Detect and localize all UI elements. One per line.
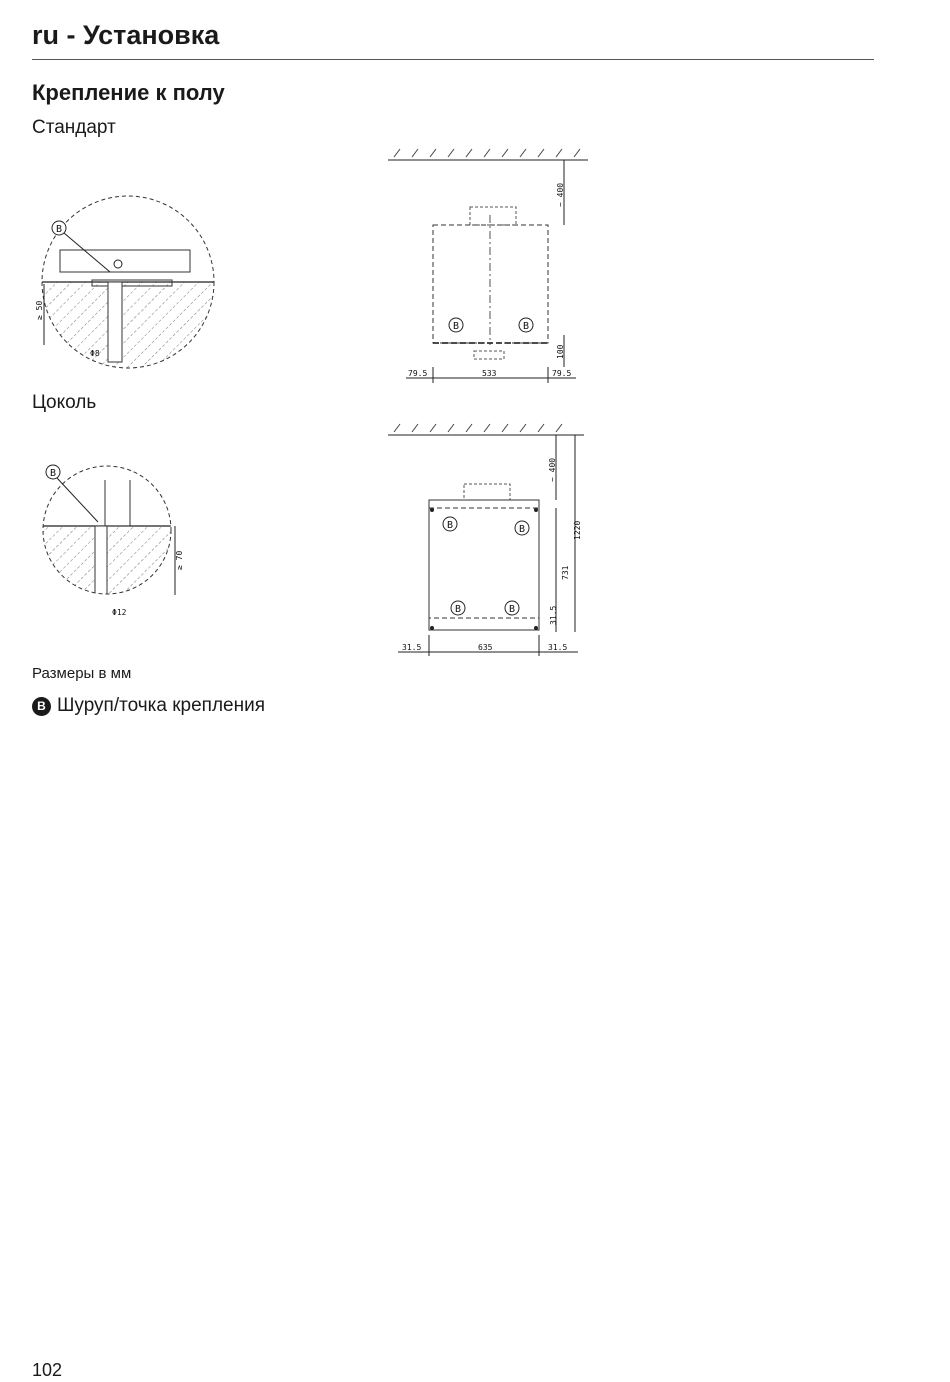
side-right-label: 79.5: [552, 369, 572, 378]
callout-b-text: B: [55, 224, 63, 235]
svg-text:B: B: [508, 604, 516, 615]
svg-text:B: B: [446, 520, 454, 531]
page-header-title: ru - Установка: [32, 20, 220, 50]
dimensions-note: Размеры в мм: [32, 665, 132, 682]
side-right-label: 31.5: [548, 643, 568, 652]
callout-b-badge: B: [32, 697, 51, 716]
plinth-detail-diagram: [30, 460, 200, 620]
standard-label: Стандарт: [32, 117, 116, 138]
plinth-label: Цоколь: [32, 392, 97, 413]
section-title: Крепление к полу: [32, 80, 225, 105]
svg-text:B: B: [522, 321, 530, 332]
base-label: 31.5: [549, 605, 558, 625]
plinth-front-diagram: [388, 420, 598, 660]
top-gap-label: ~ 400: [556, 182, 565, 207]
side-left-label: 79.5: [408, 369, 428, 378]
top-gap-label: ~ 400: [548, 457, 557, 482]
width-label: 533: [482, 369, 497, 378]
svg-text:B: B: [454, 604, 462, 615]
legend-text: Шуруп/точка крепления: [57, 695, 266, 716]
total-height-label: 1220: [573, 520, 582, 540]
legend-item: [32, 695, 265, 717]
standard-front-diagram: [388, 145, 598, 385]
svg-text:B: B: [49, 468, 57, 479]
diameter-label: Φ12: [112, 608, 127, 617]
page-number: 102: [32, 1360, 63, 1380]
header-divider: [32, 59, 874, 60]
diameter-label: Φ8: [90, 349, 100, 358]
standard-detail-diagram: [30, 210, 200, 370]
min-depth-label: ≥ 70: [175, 550, 184, 570]
width-label: 635: [478, 643, 493, 652]
svg-text:B: B: [518, 524, 526, 535]
min-depth-label: ≥ 50: [35, 300, 44, 320]
svg-text:B: B: [452, 321, 460, 332]
side-left-label: 31.5: [402, 643, 422, 652]
base-height-label: 100: [556, 344, 565, 359]
height-label: 731: [561, 565, 570, 580]
